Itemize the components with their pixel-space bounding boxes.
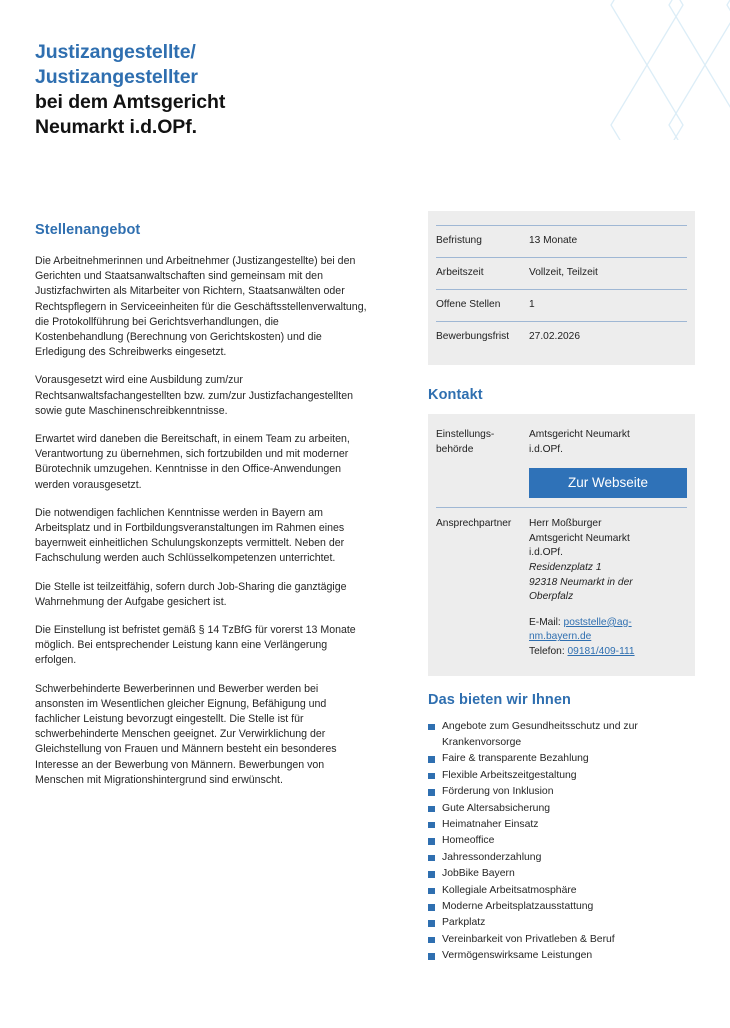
bullet-square-icon — [428, 838, 435, 845]
contact-spacer — [529, 605, 687, 616]
list-item — [428, 719, 695, 752]
benefit-label: Flexible Arbeitszeitgestaltung — [442, 769, 577, 781]
contact-address-line-3: Oberpfalz — [529, 591, 574, 603]
list-item — [428, 850, 695, 866]
list-item — [428, 817, 695, 833]
page-subtitle-line-1: bei dem Amtsgericht — [35, 91, 226, 113]
contact-label-person: Ansprechpartner — [436, 518, 512, 530]
description-paragraph: Die Stelle ist teilzeitfähig, sofern durch Job-Sharing die ganztägige Wahrnehmung der Aufgabe gesichert ist. — [35, 580, 347, 608]
zur-webseite-button[interactable]: Zur Webseite — [529, 468, 687, 498]
email-link[interactable]: poststelle@ag-nm.bayern.de — [529, 616, 632, 643]
website-button-row — [436, 457, 687, 498]
list-item — [428, 801, 695, 817]
benefit-label: Kollegiale Arbeitsatmosphäre — [442, 884, 577, 896]
list-item — [428, 833, 695, 849]
bullet-square-icon — [428, 888, 435, 895]
contact-value-person — [529, 517, 687, 659]
bullet-square-icon — [428, 789, 435, 796]
list-item — [428, 768, 695, 784]
contact-value-authority — [529, 428, 687, 457]
page-title-line-2: Justizangestellter — [35, 66, 198, 88]
job-description-text — [35, 254, 370, 788]
contact-row-person — [436, 507, 687, 659]
section-heading-benefits: Das bieten wir Ihnen — [428, 691, 571, 708]
fact-value: 1 — [529, 299, 535, 310]
contact-address-line-2: 92318 Neumarkt in der — [529, 576, 633, 588]
contact-label-authority — [436, 428, 529, 457]
bullet-square-icon — [428, 904, 435, 911]
bullet-square-icon — [428, 806, 435, 813]
description-paragraph: Vorausgesetzt wird eine Ausbildung zum/zur Rechtsanwaltsfachangestellten bzw. zum/zur Justizfachangestellten sowie gute Maschinenschreibkenntnisse. — [35, 374, 353, 417]
bullet-square-icon — [428, 871, 435, 878]
email-label: E-Mail: — [529, 616, 564, 628]
fact-row-befristung — [436, 225, 687, 257]
bullet-square-icon — [428, 773, 435, 780]
contact-label-authority-line-2: behörde — [436, 443, 474, 455]
bullet-square-icon — [428, 756, 435, 763]
benefits-list — [428, 719, 695, 965]
list-item — [428, 866, 695, 882]
benefit-label: Moderne Arbeitsplatzausstattung — [442, 901, 594, 912]
fact-label: Offene Stellen — [436, 299, 501, 310]
description-paragraph: Die Einstellung ist befristet gemäß § 14 TzBfG für vorerst 13 Monate möglich. Bei entsprechender Leistung kann eine Verlängerung erfolgen. — [35, 624, 356, 667]
bullet-square-icon — [428, 855, 435, 862]
list-item — [428, 915, 695, 931]
page-title-line-1: Justizangestellte/ — [35, 41, 196, 63]
list-item — [428, 899, 695, 915]
list-item — [428, 932, 695, 948]
benefit-label: Förderung von Inklusion — [442, 786, 554, 798]
fact-row-bewerbungsfrist — [436, 321, 687, 353]
fact-row-arbeitszeit — [436, 257, 687, 289]
section-heading-kontakt: Kontakt — [428, 387, 483, 403]
benefit-label: Angebote zum Gesundheitsschutz und zur Krankenvorsorge — [442, 720, 638, 748]
benefit-label: Heimatnaher Einsatz — [442, 818, 539, 830]
benefit-label: Faire & transparente Bezahlung — [442, 753, 589, 765]
sidebar-column — [428, 211, 695, 965]
benefit-label: Vereinbarkeit von Privatleben & Beruf — [442, 933, 615, 945]
bullet-square-icon — [428, 724, 435, 731]
fact-label: Bewerbungsfrist — [436, 331, 510, 342]
phone-label: Telefon: — [529, 645, 568, 657]
benefit-label: Parkplatz — [442, 917, 486, 929]
phone-link[interactable]: 09181/409-111 — [567, 645, 635, 657]
job-description-column — [35, 222, 370, 788]
bullet-square-icon — [428, 937, 435, 944]
benefit-label: Gute Altersabsicherung — [442, 802, 551, 814]
fact-value: 13 Monate — [529, 235, 578, 246]
fact-label: Befristung — [436, 235, 482, 246]
job-facts-box — [428, 211, 695, 365]
page-header — [35, 40, 435, 140]
contact-row-authority — [436, 428, 687, 457]
contact-label-authority-line-1: Einstellungs- — [436, 429, 495, 440]
authority-name-line-1: Amtsgericht Neumarkt — [529, 429, 630, 440]
benefit-label: Jahressonderzahlung — [442, 851, 542, 863]
diamond-pattern-decoration — [595, 0, 730, 140]
website-button-container — [529, 457, 687, 498]
bullet-square-icon — [428, 920, 435, 927]
contact-box — [428, 414, 695, 676]
description-paragraph: Die notwendigen fachlichen Kenntnisse werden in Bayern am Arbeitsplatz und in Fortbildungsveranstaltungen im Rahmen eines bayernweit einheitlichen Schulungskonzepts vermittelt. Neben der Fachschulung werden auch Schlüsselkompetenzen unterrichtet. — [35, 506, 345, 565]
list-item — [428, 948, 695, 964]
page-subtitle-line-2: Neumarkt i.d.OPf. — [35, 116, 197, 138]
fact-value: Vollzeit, Teilzeit — [529, 267, 598, 278]
section-heading-stellenangebot: Stellenangebot — [35, 222, 141, 238]
list-item — [428, 751, 695, 767]
bullet-square-icon — [428, 953, 435, 960]
contact-person-name: Herr Moßburger — [529, 518, 602, 530]
fact-value: 27.02.2026 — [529, 331, 580, 342]
description-paragraph: Die Arbeitnehmerinnen und Arbeitnehmer (Justizangestellte) bei den Gerichten und Staatsanwaltschaften sind gemeinsam mit den Justizfachwirten als Mitarbeiter von Richtern, Staatsanwälten oder Rechtspflegern in Serviceeinheiten für die Geschäftsstellenverwaltung, die Protokollführung bei Gerichtsverhandlungen, die Kostenbehandlung (Berechnung von Gerichtskosten) und die Erledigung des Schreibwerks eingesetzt. — [35, 255, 367, 359]
benefit-label: Vermögenswirksame Leistungen — [442, 950, 593, 962]
contact-person-org-line-2: i.d.OPf. — [529, 547, 563, 559]
description-paragraph: Schwerbehinderte Bewerberinnen und Bewerber werden bei ansonsten im Wesentlichen gleicher Eignung, Befähigung und fachlicher Leistung bevorzugt eingestellt. Die Stelle ist für schwerbehinderte Menschen geeignet. Zur Verwirklichung der Gleichstellung von Frauen und Männern besteht ein besonderes Interesse an der Bewerbung von Männern. Bewerbungen von Menschen mit Migrationshintergrund sind erwünscht. — [35, 682, 337, 786]
list-item — [428, 784, 695, 800]
description-paragraph: Erwartet wird daneben die Bereitschaft, in einem Team zu arbeiten, Verantwortung zu übernehmen, sich fortzubilden und mit moderner Bürotechnik umzugehen. Kenntnisse in den Office-Anwendungen werden vorausgesetzt. — [35, 433, 350, 491]
authority-name-line-2: i.d.OPf. — [529, 443, 563, 455]
benefit-label: JobBike Bayern — [442, 868, 515, 880]
fact-row-offene-stellen — [436, 289, 687, 321]
bullet-square-icon — [428, 822, 435, 829]
benefit-label: Homeoffice — [442, 835, 495, 847]
contact-address-line-1: Residenzplatz 1 — [529, 561, 602, 573]
list-item — [428, 883, 695, 899]
fact-label: Arbeitszeit — [436, 267, 484, 278]
contact-person-org-line-1: Amtsgericht Neumarkt — [529, 532, 630, 544]
